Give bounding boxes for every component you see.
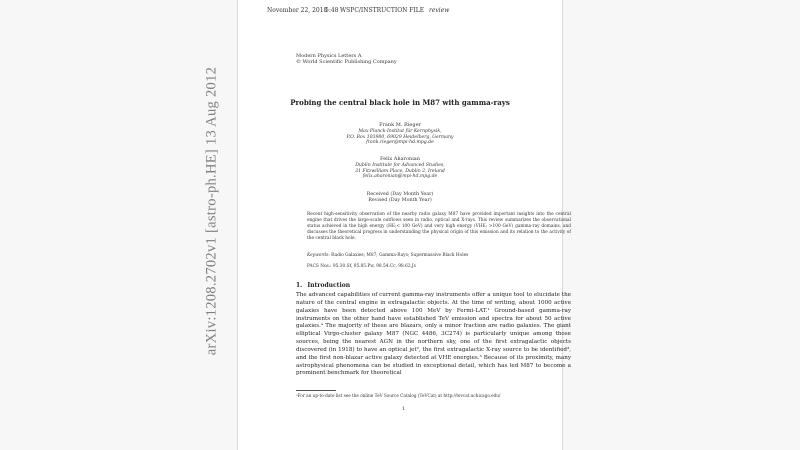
paper-title: Probing the central black hole in M87 with gamma-rays [290,98,510,107]
viewer-right-margin [562,0,800,450]
author-name: Frank M. Rieger [379,122,421,128]
paper-page [238,0,571,450]
keywords-line [307,253,571,259]
keywords: Radio Galaxies; M87; Gamma-Rays; Supermassive Black Holes [331,253,469,258]
section-number: 1. [296,282,303,289]
author-block-2 [238,157,562,180]
author-affiliation: Max-Planck-Institut für Kernphysik, [358,128,442,134]
section-heading [296,282,350,289]
keywords-label: Keywords: [307,253,330,258]
running-head-date: November 22, 2018 [267,7,328,14]
viewer-left-margin [0,0,238,450]
abstract: Recent high-sensitivity observation of the nearby radio galaxy M87 have provided important insights into the central engine that drives the large-scale outflows seen in radio, optical and X-rays. This review summarizes the observational status achieved in the high energy (HE;< 100 GeV) and very high energy (VHE; >100 GeV) gamma-ray domains, and discusses the theoretical progress in understanding the physical origin of this emission and its relation to the activity of the central black hole. [307,212,571,242]
footnote-rule [296,390,336,391]
author-address: 31 Fitzwilliam Place, Dublin 2, Ireland [355,168,445,174]
revised-date: Revised (Day Month Year) [368,198,432,203]
page-number: 1 [402,406,406,412]
running-head-status: review [429,7,450,14]
footnote: ᵃFor an up-to-date list see the online TeV Source Catalog (TeVCat) at http://tevcat.uchicago.edu/ [296,393,501,398]
journal-name: Modern Physics Letters A [296,53,362,59]
section-title: Introduction [307,282,351,289]
author-name: Felix Aharonian [380,156,420,162]
author-address: P.O. Box 103980, 69029 Heidelberg, Germany [346,134,454,140]
body-text: The advanced capabilities of current gamma-ray instruments offer a unique tool to elucidate the nature of the central engine in extragalactic objects. At the time of writing, about 1000 active galaxies have been detected above 100 MeV by Fermi-LAT.¹ Ground-based gamma-ray instruments on the other hand have established TeV emission and spectra for about 50 active galaxies.ᵃ The majority of these are blazars, only a minor fraction are radio galaxies. The giant elliptical Virgo-cluster galaxy M87 (NGC 4486, 3C274) is particularly unique among those sources, being the nearest AGN in the northern sky, one of the first extragalactic objects discovered (in 1918) to have an optical jet², the first extragalactic X-ray source to be identified³, and the first non-blazar active galaxy detected at VHE energies.⁵ Because of its proximity, many astrophysical phenomena can be studied in exceptional detail, which has led M87 to become a prominent benchmark for theoretical [296,292,571,377]
received-date: Received (Day Month Year) [366,192,434,197]
author-block-1 [238,123,562,146]
author-affiliation: Dublin Institute for Advanced Studies, [355,162,445,168]
arxiv-identifier: arXiv:1208.2702v1 [astro-ph.HE] 13 Aug 2012 [203,66,220,356]
author-email: felix.aharonian@mpi-hd.mpg.de [362,174,438,180]
running-head-time: 5:48 [325,7,339,14]
author-email: frank.rieger@mpi-hd.mpg.de [366,140,434,146]
journal-copyright: © World Scientific Publishing Company [296,59,397,65]
running-head-file: WSPC/INSTRUCTION FILE [340,7,425,14]
pacs-numbers: PACS Nos.: 95.30.Sf, 95.85.Pw, 98.54.Cc, 98.62.Js [307,264,416,269]
